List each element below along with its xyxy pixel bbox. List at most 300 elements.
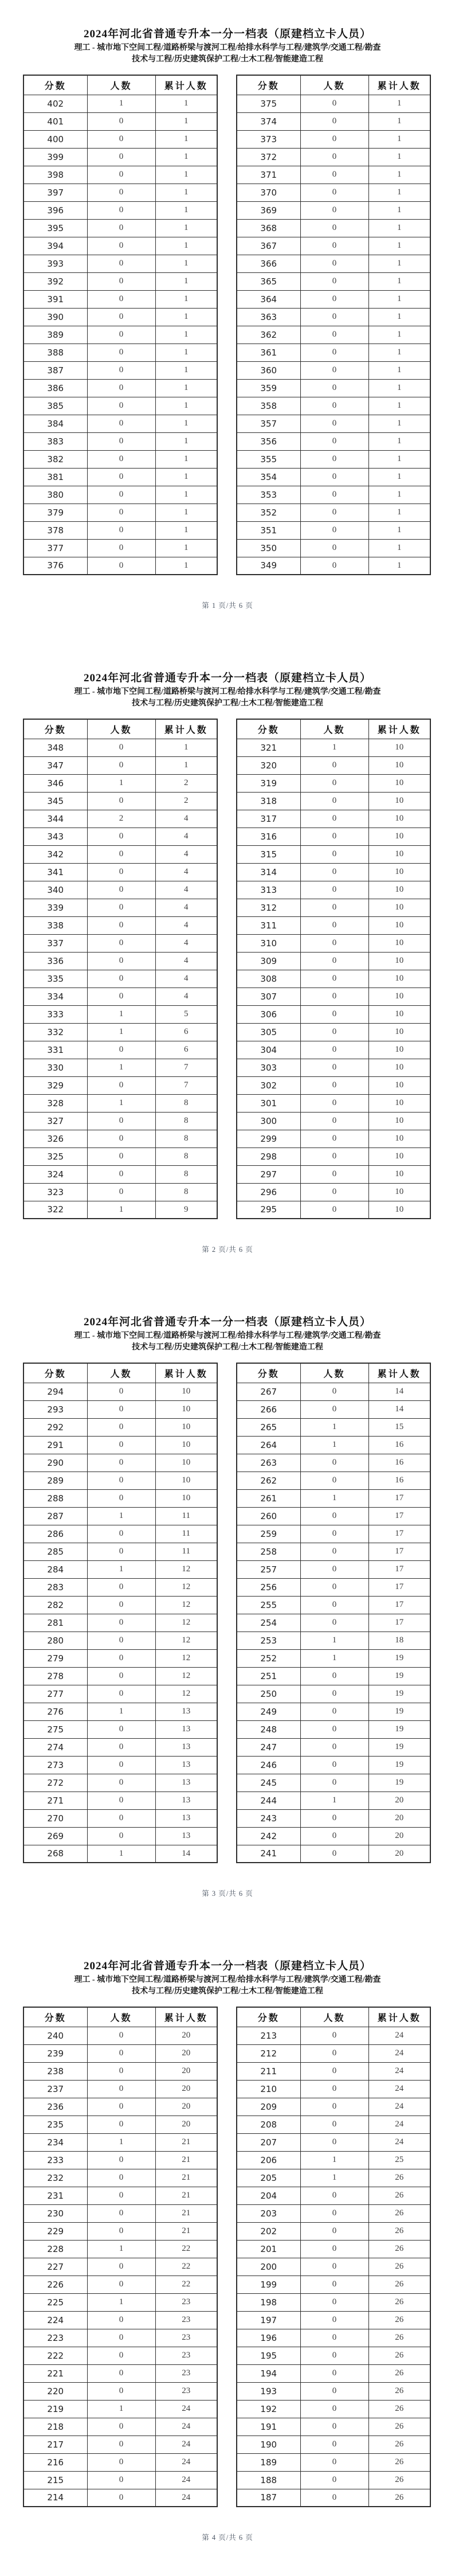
score-cell: 253 (237, 1632, 300, 1649)
score-cell: 267 (237, 1383, 300, 1400)
count-cell: 0 (87, 1041, 155, 1059)
table-row (237, 397, 430, 415)
score-cell: 190 (237, 2436, 300, 2453)
score-table-right (236, 75, 431, 575)
cumulative-cell: 12 (155, 1649, 217, 1667)
count-cell: 0 (87, 219, 155, 237)
count-cell: 1 (87, 1059, 155, 1076)
cumulative-cell: 4 (155, 881, 217, 899)
table-row (23, 2293, 217, 2311)
cumulative-cell: 26 (368, 2169, 430, 2187)
count-cell: 0 (87, 450, 155, 468)
table-row (237, 308, 430, 326)
score-cell: 357 (237, 415, 300, 432)
score-cell: 276 (23, 1703, 87, 1720)
cumulative-cell: 10 (368, 1041, 430, 1059)
count-cell: 0 (300, 450, 368, 468)
score-cell: 342 (23, 845, 87, 863)
count-cell: 0 (300, 521, 368, 539)
count-cell: 0 (300, 2133, 368, 2151)
score-cell: 402 (23, 95, 87, 112)
table-row (23, 2240, 217, 2258)
count-cell: 0 (300, 2222, 368, 2240)
table-row (23, 1059, 217, 1076)
table-row (23, 486, 217, 504)
count-cell: 0 (300, 2453, 368, 2471)
cumulative-cell: 21 (155, 2133, 217, 2151)
count-cell: 0 (87, 828, 155, 845)
score-cell: 292 (23, 1418, 87, 1436)
score-cell: 225 (23, 2293, 87, 2311)
table-row (237, 504, 430, 521)
score-cell: 275 (23, 1720, 87, 1738)
cumulative-cell: 1 (368, 201, 430, 219)
cumulative-cell: 21 (155, 2222, 217, 2240)
cumulative-cell: 1 (155, 486, 217, 504)
count-cell: 1 (300, 2169, 368, 2187)
cumulative-cell: 20 (155, 2027, 217, 2044)
cumulative-cell: 4 (155, 934, 217, 952)
table-row (23, 863, 217, 881)
score-cell: 201 (237, 2240, 300, 2258)
score-cell: 193 (237, 2382, 300, 2400)
score-cell: 281 (23, 1614, 87, 1632)
table-row (237, 1578, 430, 1596)
cumulative-cell: 23 (155, 2382, 217, 2400)
page-number-footer: 第 3 页/共 6 页 (202, 1890, 253, 1898)
count-cell: 0 (87, 1489, 155, 1507)
cumulative-cell: 10 (368, 1005, 430, 1023)
score-column-header: 分数 (237, 75, 300, 95)
cumulative-cell: 1 (368, 148, 430, 166)
cumulative-cell: 1 (155, 95, 217, 112)
count-cell: 0 (87, 255, 155, 272)
count-cell: 1 (300, 1436, 368, 1454)
table-row (23, 290, 217, 308)
cumulative-cell: 24 (155, 2436, 217, 2453)
score-cell: 216 (23, 2453, 87, 2471)
score-cell: 349 (237, 557, 300, 575)
cumulative-cell: 16 (368, 1436, 430, 1454)
score-cell: 251 (237, 1667, 300, 1685)
score-cell: 387 (23, 361, 87, 379)
table-row (23, 1809, 217, 1827)
count-cell: 0 (87, 2276, 155, 2293)
header-row (23, 719, 217, 739)
score-cell: 373 (237, 130, 300, 148)
cumulative-cell: 10 (368, 1112, 430, 1130)
cumulative-cell: 13 (155, 1756, 217, 1774)
table-row (237, 326, 430, 344)
count-column-header: 人数 (300, 75, 368, 95)
score-cell: 206 (237, 2151, 300, 2169)
score-cell: 318 (237, 792, 300, 810)
count-cell: 0 (300, 2418, 368, 2436)
score-cell: 290 (23, 1454, 87, 1472)
table-row (23, 881, 217, 899)
cumulative-cell: 13 (155, 1703, 217, 1720)
table-row (23, 1165, 217, 1183)
score-cell: 246 (237, 1756, 300, 1774)
table-row (237, 1165, 430, 1183)
score-cell: 256 (237, 1578, 300, 1596)
tables-row (23, 75, 431, 575)
score-cell: 341 (23, 863, 87, 881)
cumulative-cell: 1 (155, 112, 217, 130)
cumulative-cell: 1 (368, 344, 430, 361)
cumulative-cell: 12 (155, 1596, 217, 1614)
table-row (237, 1507, 430, 1525)
count-column-header: 人数 (300, 719, 368, 739)
cumulative-cell: 13 (155, 1774, 217, 1792)
score-cell: 221 (23, 2364, 87, 2382)
score-cell: 305 (237, 1023, 300, 1041)
cumulative-cell: 15 (368, 1418, 430, 1436)
cumulative-cell: 11 (155, 1543, 217, 1560)
score-cell: 264 (237, 1436, 300, 1454)
cumulative-cell: 17 (368, 1578, 430, 1596)
score-cell: 215 (23, 2471, 87, 2489)
count-cell: 1 (300, 1489, 368, 1507)
score-table-right (236, 1363, 431, 1863)
cumulative-cell: 10 (368, 1183, 430, 1201)
count-cell: 0 (300, 2400, 368, 2418)
score-cell: 322 (23, 1201, 87, 1219)
cumulative-cell: 1 (155, 539, 217, 557)
count-cell: 0 (300, 952, 368, 970)
count-cell: 1 (300, 1649, 368, 1667)
score-cell: 340 (23, 881, 87, 899)
score-cell: 389 (23, 326, 87, 344)
count-cell: 0 (300, 255, 368, 272)
count-cell: 0 (300, 2116, 368, 2133)
count-cell: 0 (300, 148, 368, 166)
table-row (23, 1005, 217, 1023)
table-row (237, 739, 430, 756)
score-cell: 219 (23, 2400, 87, 2418)
cumulative-cell: 19 (368, 1720, 430, 1738)
count-cell: 0 (300, 1756, 368, 1774)
cumulative-cell: 13 (155, 1809, 217, 1827)
cumulative-cell: 1 (155, 432, 217, 450)
table-row (23, 1720, 217, 1738)
score-cell: 364 (237, 290, 300, 308)
count-cell: 0 (87, 1130, 155, 1148)
cumulative-cell: 1 (155, 521, 217, 539)
count-cell: 0 (300, 504, 368, 521)
score-cell: 306 (237, 1005, 300, 1023)
cumulative-cell: 1 (368, 326, 430, 344)
table-row (237, 1543, 430, 1560)
count-cell: 0 (300, 2276, 368, 2293)
count-cell: 0 (300, 397, 368, 415)
table-row (23, 1756, 217, 1774)
table-row (23, 1560, 217, 1578)
table-row (23, 255, 217, 272)
count-cell: 0 (87, 130, 155, 148)
table-row (237, 2240, 430, 2258)
table-row (237, 2489, 430, 2507)
cumulative-cell: 12 (155, 1560, 217, 1578)
score-cell: 382 (23, 450, 87, 468)
count-cell: 0 (87, 2169, 155, 2187)
table-row (237, 1667, 430, 1685)
score-cell: 260 (237, 1507, 300, 1525)
score-cell: 370 (237, 184, 300, 201)
table-row (237, 1685, 430, 1703)
cumulative-cell: 24 (368, 2027, 430, 2044)
score-cell: 352 (237, 504, 300, 521)
count-cell: 0 (87, 1632, 155, 1649)
table-row (23, 970, 217, 988)
table-row (23, 988, 217, 1005)
count-column-header: 人数 (87, 2007, 155, 2027)
cumulative-cell: 2 (155, 774, 217, 792)
count-cell: 0 (87, 899, 155, 916)
table-row (237, 184, 430, 201)
count-cell: 0 (300, 1112, 368, 1130)
score-cell: 380 (23, 486, 87, 504)
table-row (237, 1472, 430, 1489)
score-cell: 328 (23, 1094, 87, 1112)
count-column-header: 人数 (300, 1363, 368, 1383)
table-row (237, 2311, 430, 2329)
count-cell: 0 (300, 308, 368, 326)
table-row (23, 2027, 217, 2044)
cumulative-cell: 10 (155, 1418, 217, 1436)
count-cell: 0 (300, 237, 368, 255)
header-row (237, 75, 430, 95)
table-row (23, 397, 217, 415)
count-cell: 0 (300, 2364, 368, 2382)
count-cell: 0 (300, 95, 368, 112)
score-cell: 393 (23, 255, 87, 272)
table-row (23, 1827, 217, 1845)
count-cell: 0 (300, 810, 368, 828)
score-cell: 369 (237, 201, 300, 219)
page-title: 2024年河北省普通专升本一分一档表（原建档立卡人员） (83, 1960, 371, 1972)
score-cell: 259 (237, 1525, 300, 1543)
table-row (237, 166, 430, 184)
table-row (23, 2329, 217, 2347)
cumulative-cell: 24 (155, 2400, 217, 2418)
cumulative-cell: 1 (155, 148, 217, 166)
count-cell: 0 (87, 1792, 155, 1809)
count-cell: 0 (87, 2027, 155, 2044)
table-row (23, 2364, 217, 2382)
score-cell: 284 (23, 1560, 87, 1578)
cumulative-cell: 1 (155, 184, 217, 201)
count-cell: 0 (300, 1059, 368, 1076)
score-cell: 365 (237, 272, 300, 290)
table-row (237, 2347, 430, 2364)
cumulative-cell: 19 (368, 1667, 430, 1685)
table-row (237, 1525, 430, 1543)
header-row (23, 1363, 217, 1383)
cumulative-cell: 1 (155, 756, 217, 774)
table-row (23, 166, 217, 184)
cumulative-cell: 6 (155, 1041, 217, 1059)
table-row (237, 2364, 430, 2382)
count-cell: 1 (87, 1703, 155, 1720)
score-cell: 360 (237, 361, 300, 379)
cumulative-cell: 4 (155, 899, 217, 916)
page-subtitle-line2: 技术与工程/历史建筑保护工程/土木工程/智能建造工程 (132, 1343, 323, 1352)
count-cell: 0 (300, 2293, 368, 2311)
cumulative-cell: 14 (368, 1400, 430, 1418)
score-cell: 285 (23, 1543, 87, 1560)
cumulative-cell: 1 (368, 166, 430, 184)
table-row (237, 1720, 430, 1738)
count-cell: 0 (300, 1183, 368, 1201)
score-cell: 325 (23, 1148, 87, 1165)
score-cell: 391 (23, 290, 87, 308)
score-cell: 235 (23, 2116, 87, 2133)
table-row (237, 1383, 430, 1400)
cumulative-cell: 10 (155, 1454, 217, 1472)
table-row (23, 1201, 217, 1219)
score-table-left (23, 75, 218, 575)
score-cell: 339 (23, 899, 87, 916)
score-column-header: 分数 (23, 1363, 87, 1383)
count-cell: 0 (300, 916, 368, 934)
score-cell: 381 (23, 468, 87, 486)
count-cell: 0 (87, 468, 155, 486)
score-cell: 271 (23, 1792, 87, 1809)
score-cell: 249 (237, 1703, 300, 1720)
score-cell: 232 (23, 2169, 87, 2187)
score-column-header: 分数 (23, 75, 87, 95)
count-cell: 1 (87, 1845, 155, 1863)
score-column-header: 分数 (23, 2007, 87, 2027)
page-number-footer: 第 4 页/共 6 页 (202, 2534, 253, 2542)
score-cell: 363 (237, 308, 300, 326)
count-cell: 0 (300, 970, 368, 988)
count-cell: 1 (87, 2293, 155, 2311)
table-row (237, 521, 430, 539)
count-cell: 0 (300, 1507, 368, 1525)
score-cell: 223 (23, 2329, 87, 2347)
cumulative-cell: 10 (155, 1472, 217, 1489)
count-cell: 0 (87, 1400, 155, 1418)
score-cell: 217 (23, 2436, 87, 2453)
score-cell: 293 (23, 1400, 87, 1418)
table-row (237, 2080, 430, 2098)
score-cell: 218 (23, 2418, 87, 2436)
score-cell: 355 (237, 450, 300, 468)
cumulative-cell: 26 (368, 2347, 430, 2364)
score-cell: 287 (23, 1507, 87, 1525)
table-row (237, 881, 430, 899)
score-cell: 286 (23, 1525, 87, 1543)
table-row (23, 1578, 217, 1596)
score-column-header: 分数 (237, 2007, 300, 2027)
cumulative-cell: 26 (368, 2240, 430, 2258)
table-row (23, 521, 217, 539)
count-cell: 0 (87, 1112, 155, 1130)
cumulative-cell: 24 (368, 2116, 430, 2133)
table-row (237, 1400, 430, 1418)
score-cell: 378 (23, 521, 87, 539)
count-cell: 0 (87, 504, 155, 521)
cumulative-cell: 10 (368, 828, 430, 845)
score-column-header: 分数 (237, 719, 300, 739)
table-row (23, 2133, 217, 2151)
score-cell: 299 (237, 1130, 300, 1148)
count-cell: 0 (300, 756, 368, 774)
score-cell: 245 (237, 1774, 300, 1792)
cumulative-cell: 26 (368, 2364, 430, 2382)
cumulative-cell: 26 (368, 2187, 430, 2204)
count-cell: 0 (87, 1596, 155, 1614)
table-row (23, 1543, 217, 1560)
score-cell: 313 (237, 881, 300, 899)
table-row (23, 2471, 217, 2489)
cumulative-cell: 21 (155, 2151, 217, 2169)
score-cell: 240 (23, 2027, 87, 2044)
cumulative-cell: 10 (368, 1059, 430, 1076)
score-cell: 304 (237, 1041, 300, 1059)
table-row (237, 290, 430, 308)
score-cell: 187 (237, 2489, 300, 2507)
cumulative-cell: 10 (368, 934, 430, 952)
count-cell: 0 (87, 2311, 155, 2329)
score-cell: 351 (237, 521, 300, 539)
table-row (23, 1130, 217, 1148)
count-cell: 0 (300, 2436, 368, 2453)
cumulative-cell: 26 (368, 2222, 430, 2240)
cumulative-cell: 19 (368, 1649, 430, 1667)
cumulative-cell: 24 (155, 2489, 217, 2507)
cumulative-cell: 17 (368, 1507, 430, 1525)
cumulative-cell: 26 (368, 2258, 430, 2276)
header-row (23, 75, 217, 95)
score-cell: 263 (237, 1454, 300, 1472)
table-row (23, 2116, 217, 2133)
cumulative-cell: 1 (368, 557, 430, 575)
cumulative-cell: 1 (155, 272, 217, 290)
table-row (23, 1400, 217, 1418)
cumulative-cell: 24 (368, 2098, 430, 2116)
table-row (23, 450, 217, 468)
score-cell: 397 (23, 184, 87, 201)
cumulative-cell: 10 (155, 1436, 217, 1454)
cumulative-cell: 6 (155, 1023, 217, 1041)
score-cell: 210 (237, 2080, 300, 2098)
score-cell: 194 (237, 2364, 300, 2382)
count-cell: 0 (87, 1809, 155, 1827)
cumulative-cell: 5 (155, 1005, 217, 1023)
cumulative-cell: 22 (155, 2258, 217, 2276)
count-cell: 0 (87, 1148, 155, 1165)
cumulative-cell: 16 (368, 1472, 430, 1489)
cumulative-cell: 1 (155, 326, 217, 344)
cumulative-cell: 1 (368, 486, 430, 504)
score-cell: 208 (237, 2116, 300, 2133)
count-cell: 0 (300, 2080, 368, 2098)
count-cell: 0 (87, 2222, 155, 2240)
table-row (23, 432, 217, 450)
cumulative-cell: 1 (368, 130, 430, 148)
score-cell: 310 (237, 934, 300, 952)
page-title: 2024年河北省普通专升本一分一档表（原建档立卡人员） (83, 1316, 371, 1328)
table-row (23, 2151, 217, 2169)
cumulative-cell: 13 (155, 1720, 217, 1738)
count-cell: 0 (300, 1005, 368, 1023)
score-cell: 220 (23, 2382, 87, 2400)
header-row (237, 719, 430, 739)
count-cell: 0 (300, 1201, 368, 1219)
